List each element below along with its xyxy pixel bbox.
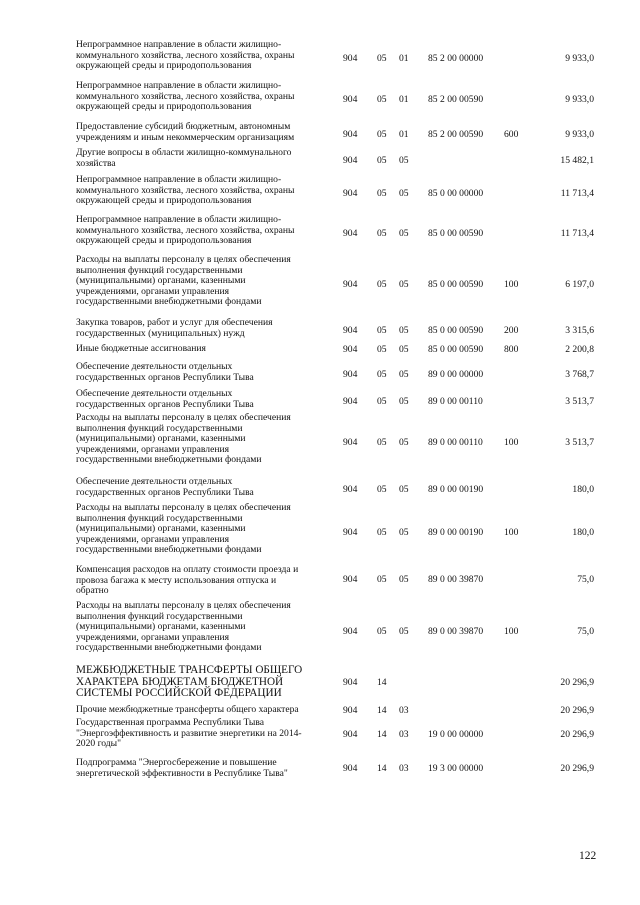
subsection-code: 03 [399,729,409,740]
amount: 9 933,0 [565,53,594,64]
grbs-code: 904 [343,396,358,407]
section-code: 05 [377,527,387,538]
row-description: Компенсация расходов на оплату стоимости проезда и провоза багажа к месту использования отпуска и обратно [76,564,299,597]
grbs-code: 904 [343,527,358,538]
section-code: 14 [377,677,387,688]
row-description: Закупка товаров, работ и услуг для обеспечения государственных (муниципальных) нужд [76,317,273,339]
amount: 180,0 [572,527,594,538]
row-description: Обеспечение деятельности отдельных государственных органов Республики Тыва [76,476,254,498]
row-description: Расходы на выплаты персоналу в целях обеспечения выполнения функций государственными (муниципальными) органами, казенными учреждениями, органами управления государственными внебюджетными фондами [76,600,291,654]
target-item-code: 85 0 00 00590 [428,344,484,355]
target-item-code: 89 0 00 39870 [428,574,484,585]
grbs-code: 904 [343,188,358,199]
section-code: 05 [377,129,387,140]
target-item-code: 89 0 00 00110 [428,437,483,448]
subsection-code: 05 [399,155,409,166]
subsection-code: 05 [399,484,409,495]
expense-type-code: 100 [504,527,519,538]
target-item-code: 85 2 00 00000 [428,53,484,64]
target-item-code: 85 2 00 00590 [428,129,484,140]
grbs-code: 904 [343,369,358,380]
section-code: 05 [377,53,387,64]
expense-type-code: 100 [504,626,519,637]
subsection-code: 05 [399,527,409,538]
subsection-code: 05 [399,344,409,355]
target-item-code: 89 0 00 00000 [428,369,484,380]
grbs-code: 904 [343,705,358,716]
expense-type-code: 100 [504,279,519,290]
grbs-code: 904 [343,228,358,239]
amount: 3 768,7 [565,369,594,380]
grbs-code: 904 [343,626,358,637]
grbs-code: 904 [343,129,358,140]
amount: 20 296,9 [560,763,594,774]
amount: 3 315,6 [565,325,594,336]
row-description: Обеспечение деятельности отдельных государственных органов Республики Тыва [76,361,254,383]
amount: 3 513,7 [565,396,594,407]
row-description: Непрограммное направление в области жилищно- коммунального хозяйства, лесного хозяйства, охраны окружающей среды и природопользования [76,214,295,247]
grbs-code: 904 [343,729,358,740]
amount: 6 197,0 [565,279,594,290]
section-code: 05 [377,437,387,448]
target-item-code: 85 0 00 00000 [428,188,484,199]
section-code: 05 [377,369,387,380]
target-item-code: 85 0 00 00590 [428,228,484,239]
row-description: Обеспечение деятельности отдельных государственных органов Республики Тыва [76,388,254,410]
row-description: Подпрограмма "Энергосбережение и повышение энергетической эффективности в Республике Тыва" [76,757,288,779]
target-item-code: 85 0 00 00590 [428,325,484,336]
section-code: 05 [377,279,387,290]
amount: 9 933,0 [565,129,594,140]
grbs-code: 904 [343,763,358,774]
row-description: Расходы на выплаты персоналу в целях обеспечения выполнения функций государственными (муниципальными) органами, казенными учреждениями, органами управления государственными внебюджетными фондами [76,254,291,308]
grbs-code: 904 [343,279,358,290]
subsection-code: 05 [399,279,409,290]
subsection-code: 01 [399,129,409,140]
subsection-code: 01 [399,53,409,64]
expense-type-code: 800 [504,344,519,355]
section-code: 05 [377,228,387,239]
section-code: 05 [377,574,387,585]
target-item-code: 89 0 00 00110 [428,396,483,407]
row-description: Непрограммное направление в области жилищно- коммунального хозяйства, лесного хозяйства, охраны окружающей среды и природопользования [76,174,295,207]
target-item-code: 89 0 00 00190 [428,527,484,538]
row-description: Расходы на выплаты персоналу в целях обеспечения выполнения функций государственными (муниципальными) органами, казенными учреждениями, органами управления государственными внебюджетными фондами [76,502,291,556]
section-code: 05 [377,325,387,336]
subsection-code: 03 [399,763,409,774]
subsection-code: 03 [399,705,409,716]
expense-type-code: 600 [504,129,519,140]
subsection-code: 05 [399,369,409,380]
row-description: МЕЖБЮДЖЕТНЫЕ ТРАНСФЕРТЫ ОБЩЕГО ХАРАКТЕРА БЮДЖЕТАМ БЮДЖЕТНОЙ СИСТЕМЫ РОССИЙСКОЙ ФЕДЕРАЦИИ [76,664,303,700]
row-description: Государственная программа Республики Тыва "Энергоэффективность и развитие энергетики на 2014- 2020 годы" [76,717,302,750]
subsection-code: 05 [399,396,409,407]
amount: 20 296,9 [560,729,594,740]
amount: 11 713,4 [560,228,594,239]
row-description: Предоставление субсидий бюджетным, автономным учреждениям и иным некоммерческим организациям [76,121,295,143]
amount: 2 200,8 [565,344,594,355]
row-description: Непрограммное направление в области жилищно- коммунального хозяйства, лесного хозяйства, охраны окружающей среды и природопользования [76,80,295,113]
row-description: Прочие межбюджетные трансферты общего характера [76,704,299,715]
section-code: 05 [377,484,387,495]
subsection-code: 05 [399,437,409,448]
target-item-code: 19 0 00 00000 [428,729,484,740]
amount: 75,0 [577,626,594,637]
section-code: 05 [377,155,387,166]
row-description: Иные бюджетные ассигнования [76,343,206,354]
grbs-code: 904 [343,574,358,585]
grbs-code: 904 [343,344,358,355]
amount: 3 513,7 [565,437,594,448]
target-item-code: 85 0 00 00590 [428,279,484,290]
row-description: Непрограммное направление в области жилищно- коммунального хозяйства, лесного хозяйства, охраны окружающей среды и природопользования [76,39,295,72]
amount: 180,0 [572,484,594,495]
target-item-code: 85 2 00 00590 [428,94,484,105]
section-code: 14 [377,763,387,774]
row-description: Другие вопросы в области жилищно-коммунального хозяйства [76,147,292,169]
grbs-code: 904 [343,677,358,688]
subsection-code: 05 [399,574,409,585]
grbs-code: 904 [343,94,358,105]
row-description: Расходы на выплаты персоналу в целях обеспечения выполнения функций государственными (муниципальными) органами, казенными учреждениями, органами управления государственными внебюджетными фондами [76,412,291,466]
grbs-code: 904 [343,155,358,166]
section-code: 05 [377,344,387,355]
target-item-code: 89 0 00 00190 [428,484,484,495]
subsection-code: 05 [399,188,409,199]
subsection-code: 05 [399,325,409,336]
amount: 15 482,1 [560,155,594,166]
amount: 11 713,4 [560,188,594,199]
section-code: 05 [377,94,387,105]
subsection-code: 05 [399,228,409,239]
grbs-code: 904 [343,484,358,495]
amount: 20 296,9 [560,677,594,688]
section-code: 05 [377,396,387,407]
subsection-code: 05 [399,626,409,637]
section-code: 05 [377,188,387,199]
amount: 75,0 [577,574,594,585]
target-item-code: 89 0 00 39870 [428,626,484,637]
section-code: 14 [377,729,387,740]
target-item-code: 19 3 00 00000 [428,763,484,774]
amount: 20 296,9 [560,705,594,716]
grbs-code: 904 [343,437,358,448]
expense-type-code: 200 [504,325,519,336]
amount: 9 933,0 [565,94,594,105]
grbs-code: 904 [343,53,358,64]
expense-type-code: 100 [504,437,519,448]
grbs-code: 904 [343,325,358,336]
section-code: 14 [377,705,387,716]
section-code: 05 [377,626,387,637]
page-number: 122 [579,850,597,862]
subsection-code: 01 [399,94,409,105]
